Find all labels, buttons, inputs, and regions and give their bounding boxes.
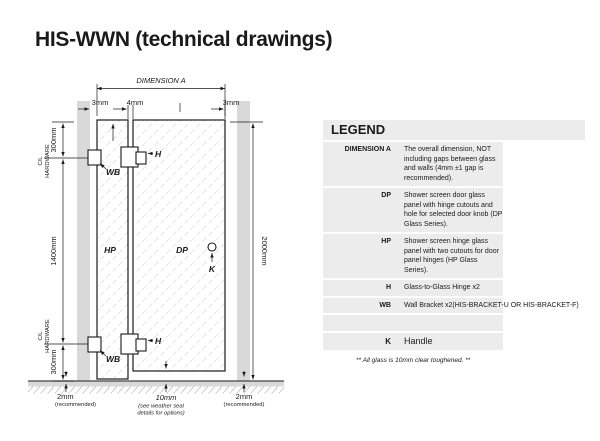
legend-term: H [385,284,391,291]
handle-label: K [208,264,216,274]
legend-row-dp [323,188,503,234]
cl-hardware-bottom-line1: C/L [38,331,44,341]
legend-desc: Shower screen door glass panel with hinge cutouts and hole for selected door knob (DP Glass Series). [404,192,503,228]
legend-desc: Handle [404,336,433,346]
left-top-offset-label: 300mm [49,127,58,153]
legend-table [323,142,579,350]
door-gap-note-1: (see weather seal [138,403,184,410]
legend-term: K [385,337,391,346]
right-wall [237,101,250,381]
bottom-left-gap-label: 2mm [57,392,74,401]
bottom-left-note: (recommended) [55,402,96,408]
wall-bracket-bottom [88,337,101,352]
dimension-a-label: DIMENSION A [136,76,186,85]
legend-footnote: ** All glass is 10mm clear toughened. ** [356,357,471,364]
legend-desc: Wall Bracket x2(HIS-BRACKET-U OR HIS-BRACKET-F) [404,301,579,309]
gap-middle-label: 4mm [126,98,144,107]
legend-term: WB [379,301,391,309]
wall-bracket-bottom-label: WB [106,354,121,364]
left-span-label: 1400mm [49,236,58,266]
cl-hardware-top-line2: HARDWARE [45,144,51,178]
legend-row-wb [323,298,579,316]
legend-row-spacer [323,315,503,333]
legend-term: DP [381,192,391,199]
legend-row-h [323,280,503,298]
door-gap-label: 10mm [155,393,177,402]
legend-desc: Glass-to-Glass Hinge x2 [404,284,480,291]
hinge-bottom [121,334,138,354]
right-height-label: 2000mm [260,236,269,266]
cl-hardware-top-line1: C/L [38,156,44,166]
legend-desc: The overall dimension, NOT including gaps between glass and walls (4mm ±1 gap is recommended). [404,146,496,182]
door-gap-note-2: details for options) [137,410,185,417]
gap-right-label: 3mm [222,98,240,107]
legend-desc: Shower screen hinge glass panel with two cutouts for door panel hinges (HP Glass Series). [404,238,499,274]
gap-left-label: 3mm [91,98,109,107]
dimension-a [97,76,225,116]
bottom-right-gap-label: 2mm [235,392,253,401]
bottom-right-note: (recommended) [223,402,265,408]
legend-row-dimension-a [323,142,503,188]
legend-row-k [323,333,503,350]
handle-knob [208,243,216,251]
legend [323,120,585,364]
hinge-top [121,147,138,167]
cl-hardware-bottom-line2: HARDWARE [45,319,51,353]
hinge-panel-label: HP [104,245,116,255]
left-bottom-offset-label: 300mm [49,349,58,375]
legend-term: DIMENSION A [344,146,391,153]
hinge-bottom-label: H [155,336,162,346]
wall-bracket-top [88,150,101,165]
door-panel-label: DP [176,245,188,255]
legend-title: LEGEND [323,120,585,140]
page-title: HIS-WWN (technical drawings) [35,28,333,51]
wall-bracket-top-label: WB [106,167,121,177]
legend-row-hp [323,234,503,280]
hinge-top-label: H [155,149,162,159]
legend-term: HP [381,238,391,245]
